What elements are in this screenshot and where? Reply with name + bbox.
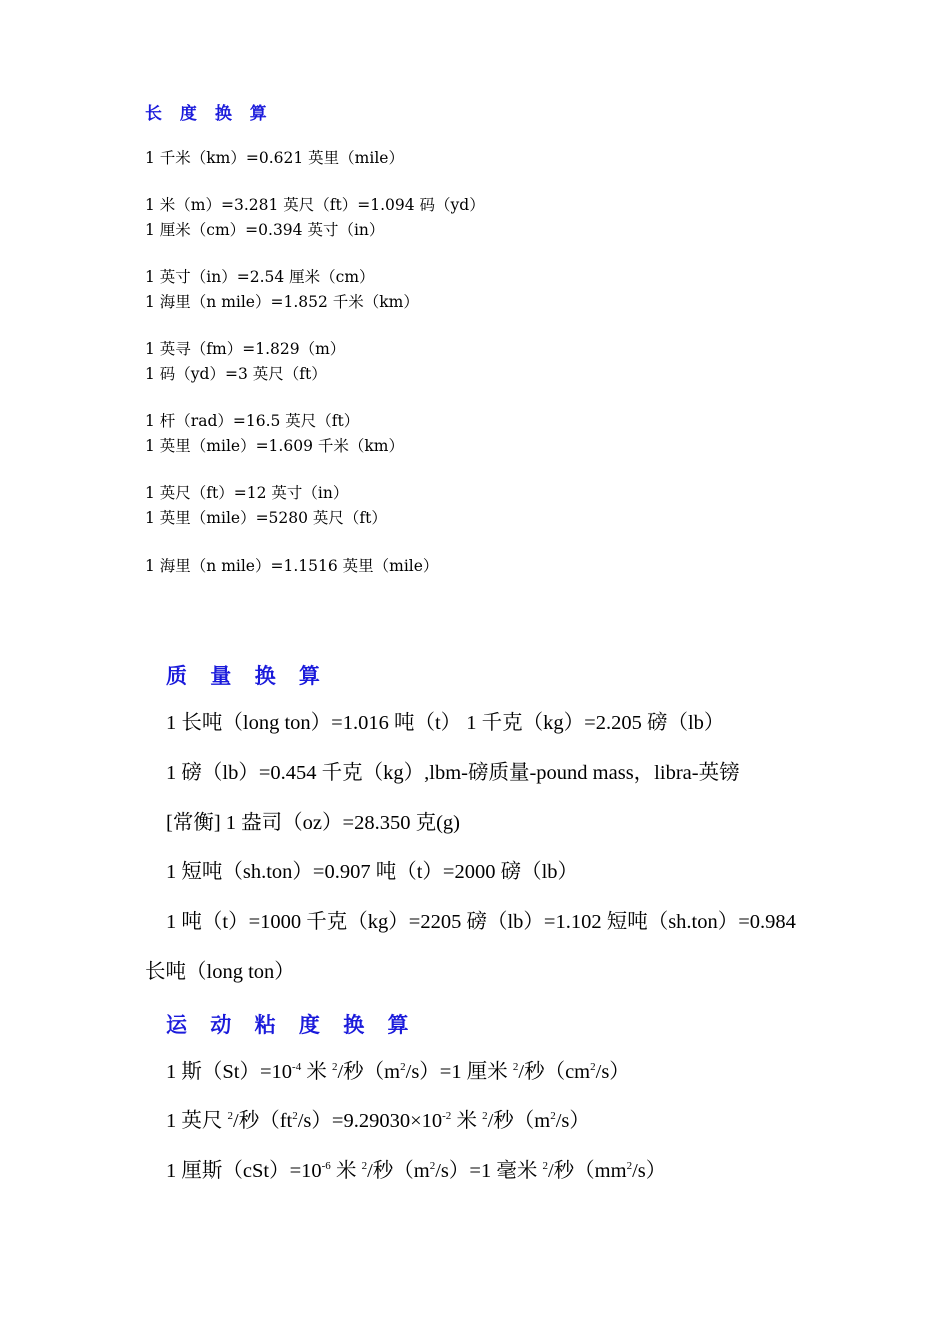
text-run: 1 英尺 <box>166 1110 228 1132</box>
text-run: /秒（m <box>487 1110 551 1132</box>
mass-section-heading: 质 量 换 算 <box>166 664 328 688</box>
text-run: /s） <box>595 1061 630 1083</box>
viscosity-line <box>166 1059 630 1085</box>
exponent: 2 <box>429 1160 436 1172</box>
length-line: 1 英里（mile）=1.609 千米（km） <box>145 437 404 455</box>
length-line: 1 千米（km）=0.621 英里（mile） <box>145 149 404 167</box>
mass-line: 1 磅（lb）=0.454 千克（kg）,lbm-磅质量-pound mass，libra-英镑 <box>166 762 740 784</box>
text-run: /秒（cm <box>518 1061 591 1083</box>
exponent: 2 <box>590 1061 596 1073</box>
text-run: /s）=9.29030×10 <box>297 1110 443 1132</box>
exponent: 2 <box>542 1160 548 1172</box>
text-run: /s） <box>555 1110 590 1132</box>
text-run: /秒（ft <box>233 1110 293 1132</box>
length-line: 1 英寸（in）=2.54 厘米（cm） <box>145 268 375 286</box>
length-line: 1 海里（n mile）=1.1516 英里（mile） <box>145 557 439 575</box>
exponent: 2 <box>227 1110 233 1122</box>
length-line: 1 厘米（cm）=0.394 英寸（in） <box>145 221 385 239</box>
exponent: -6 <box>321 1160 331 1172</box>
text-run: /s）=1 厘米 <box>405 1061 513 1083</box>
exponent: 2 <box>292 1110 298 1122</box>
text-run: 米 <box>301 1061 332 1083</box>
text-run: 米 <box>451 1110 483 1132</box>
exponent: 2 <box>512 1061 519 1073</box>
length-line: 1 海里（n mile）=1.852 千米（km） <box>145 293 419 311</box>
text-run: /秒（m <box>367 1160 430 1182</box>
exponent: 2 <box>361 1160 368 1172</box>
length-line: 1 米（m）=3.281 英尺（ft）=1.094 码（yd） <box>145 196 485 214</box>
exponent: 2 <box>400 1061 406 1073</box>
mass-line: [常衡] 1 盎司（oz）=28.350 克(g) <box>166 812 460 834</box>
text-run: 米 <box>330 1160 362 1182</box>
exponent: 2 <box>550 1110 556 1122</box>
length-line: 1 杆（rad）=16.5 英尺（ft） <box>145 412 360 430</box>
length-section-heading: 长 度 换 算 <box>145 104 273 124</box>
text-run: 1 斯（St）=10 <box>166 1061 293 1083</box>
text-run: 1 厘斯（cSt）=10 <box>166 1160 322 1182</box>
exponent: 2 <box>331 1061 338 1073</box>
text-run: /s） <box>632 1160 667 1182</box>
viscosity-line <box>166 1158 666 1184</box>
mass-line: 1 短吨（sh.ton）=0.907 吨（t）=2000 磅（lb） <box>166 861 579 883</box>
text-run: /秒（m <box>337 1061 401 1083</box>
length-line: 1 英寻（fm）=1.829（m） <box>145 340 346 358</box>
length-line: 1 英里（mile）=5280 英尺（ft） <box>145 509 387 527</box>
exponent: -2 <box>442 1110 452 1122</box>
length-line: 1 英尺（ft）=12 英寸（in） <box>145 484 349 502</box>
exponent: 2 <box>626 1160 633 1172</box>
mass-line: 1 长吨（long ton）=1.016 吨（t） 1 千克（kg）=2.205 磅（lb） <box>166 712 725 734</box>
viscosity-section-heading: 运 动 粘 度 换 算 <box>166 1013 417 1037</box>
viscosity-line <box>166 1108 590 1134</box>
text-run: /秒（mm <box>547 1160 627 1182</box>
mass-line: 长吨（long ton） <box>145 961 295 983</box>
text-run: /s）=1 毫米 <box>435 1160 543 1182</box>
exponent: -4 <box>292 1061 302 1073</box>
length-line: 1 码（yd）=3 英尺（ft） <box>145 365 327 383</box>
exponent: 2 <box>482 1110 488 1122</box>
mass-line: 1 吨（t）=1000 千克（kg）=2205 磅（lb）=1.102 短吨（sh.ton）=0.984 <box>166 911 796 933</box>
